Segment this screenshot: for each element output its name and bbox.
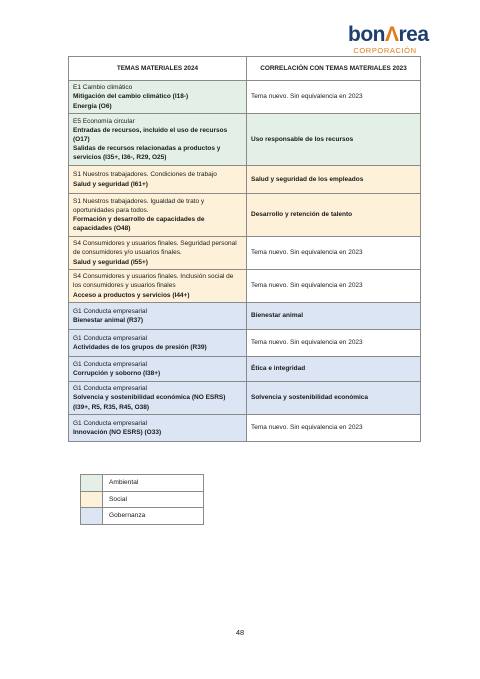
table-row (69, 194, 421, 237)
correlation-text: Ética e integridad (251, 365, 306, 373)
topic-title: Innovación (NO ESRS) (O33) (73, 429, 162, 436)
logo-triangle-mark: Ʌ (384, 23, 399, 46)
table-row (69, 81, 421, 114)
table-row (69, 415, 421, 442)
correlation-text: Tema nuevo. Sin equivalencia en 2023 (251, 424, 363, 432)
table-header-row (69, 57, 421, 81)
correlation-text: Solvencia y sostenibilidad económica (251, 394, 369, 402)
topic-standard-label: S1 Nuestros trabajadores. Condiciones de trabajo (73, 171, 217, 179)
correlation-2023-cell (247, 357, 421, 382)
table-row (69, 382, 421, 415)
topic-2024-cell (69, 81, 247, 114)
topic-standard-label: G1 Conducta empresarial (73, 307, 148, 315)
correlation-2023-cell (247, 303, 421, 330)
topic-title: Actividades de los grupos de presión (R39) (73, 344, 207, 351)
logo-subtitle: CORPORACIÓN (353, 46, 417, 55)
legend-label: Gobernanza (103, 508, 204, 525)
legend-swatch (81, 508, 103, 525)
legend-swatch (81, 491, 103, 508)
table-row (69, 357, 421, 382)
header-correlation-2023: CORRELACIÓN CON TEMAS MATERIALES 2023 (247, 57, 421, 81)
correlation-text: Tema nuevo. Sin equivalencia en 2023 (251, 282, 363, 290)
topic-2024-cell (69, 237, 247, 270)
correlation-2023-cell (247, 415, 421, 442)
topic-2024-cell (69, 166, 247, 194)
correlation-text: Tema nuevo. Sin equivalencia en 2023 (251, 93, 363, 101)
correlation-text: Desarrollo y retención de talento (251, 211, 353, 219)
table-row (69, 166, 421, 194)
topic-title: Acceso a productos y servicios (I44+) (73, 291, 190, 299)
topic-title: Bienestar animal (R37) (73, 317, 144, 324)
table-row (69, 330, 421, 357)
table-row (69, 237, 421, 270)
topic-2024-cell (69, 194, 247, 237)
legend-label: Ambiental (103, 475, 204, 492)
correlation-text: Bienestar animal (251, 312, 304, 320)
legend-item (81, 475, 204, 492)
topic-title: Mitigación del cambio climático (I18-) (73, 93, 189, 101)
topic-title: Salud y seguridad (I61+) (73, 180, 148, 188)
topic-2024-cell (69, 270, 247, 303)
correlation-2023-cell (247, 81, 421, 114)
correlation-2023-cell (247, 330, 421, 357)
topic-standard-label: S4 Consumidores y usuarios finales. Inclusión social de los consumidores y usuarios finales (73, 273, 234, 290)
topic-standard-label: G1 Conducta empresarial (73, 385, 148, 393)
correlation-2023-cell (247, 270, 421, 303)
topic-title: Salidas de recursos relacionadas a productos y servicios (I35+, I36-, R29, O25) (73, 145, 221, 162)
legend-swatch (81, 475, 103, 492)
table-row (69, 114, 421, 166)
legend-item (81, 491, 204, 508)
correlation-text: Uso responsable de los recursos (251, 135, 354, 143)
correlation-text: Tema nuevo. Sin equivalencia en 2023 (251, 339, 363, 347)
correlation-2023-cell (247, 237, 421, 270)
correlation-text: Tema nuevo. Sin equivalencia en 2023 (251, 249, 363, 257)
page-number: 48 (235, 628, 245, 637)
topic-standard-label: E5 Economía circular (73, 117, 135, 125)
table-row (69, 303, 421, 330)
topic-standard-label: E1 Cambio climático (73, 84, 133, 92)
logo-wordmark: bonɅrea (348, 23, 429, 46)
topic-2024-cell (69, 382, 247, 415)
topic-title: Corrupción y soborno (I38+) (73, 370, 161, 377)
color-legend (80, 474, 204, 525)
correlation-2023-cell (247, 166, 421, 194)
topic-2024-cell (69, 330, 247, 357)
header-topics-2024: TEMAS MATERIALES 2024 (69, 57, 247, 81)
topic-title: Energía (O6) (73, 102, 112, 110)
topic-2024-cell (69, 415, 247, 442)
correlation-2023-cell (247, 382, 421, 415)
correlation-2023-cell (247, 194, 421, 237)
correlation-text: Salud y seguridad de los empleados (251, 175, 364, 183)
topic-standard-label: G1 Conducta empresarial (73, 334, 148, 342)
topic-title: Formación y desarrollo de capacidades de capacidades (O48) (73, 216, 205, 233)
topic-standard-label: S1 Nuestros trabajadores. Igualdad de trato y oportunidades para todos. (73, 197, 205, 214)
material-topics-table (68, 56, 421, 442)
topic-title: Entradas de recursos, incluido el uso de recursos (O17) (73, 126, 228, 143)
topic-2024-cell (69, 357, 247, 382)
correlation-2023-cell (247, 114, 421, 166)
topic-standard-label: G1 Conducta empresarial (73, 360, 148, 368)
table-row (69, 270, 421, 303)
topic-2024-cell (69, 114, 247, 166)
topic-title: Solvencia y sostenibilidad económica (NO ESRS) (I39+, R5, R35, R45, O38) (73, 394, 226, 411)
legend-item (81, 508, 204, 525)
topic-standard-label: G1 Conducta empresarial (73, 419, 148, 427)
company-logo (348, 23, 429, 55)
topic-title: Salud y seguridad (I55+) (73, 258, 148, 266)
topic-2024-cell (69, 303, 247, 330)
legend-label: Social (103, 491, 204, 508)
topic-standard-label: S4 Consumidores y usuarios finales. Seguridad personal de consumidores y/o usuarios finales. (73, 240, 237, 257)
